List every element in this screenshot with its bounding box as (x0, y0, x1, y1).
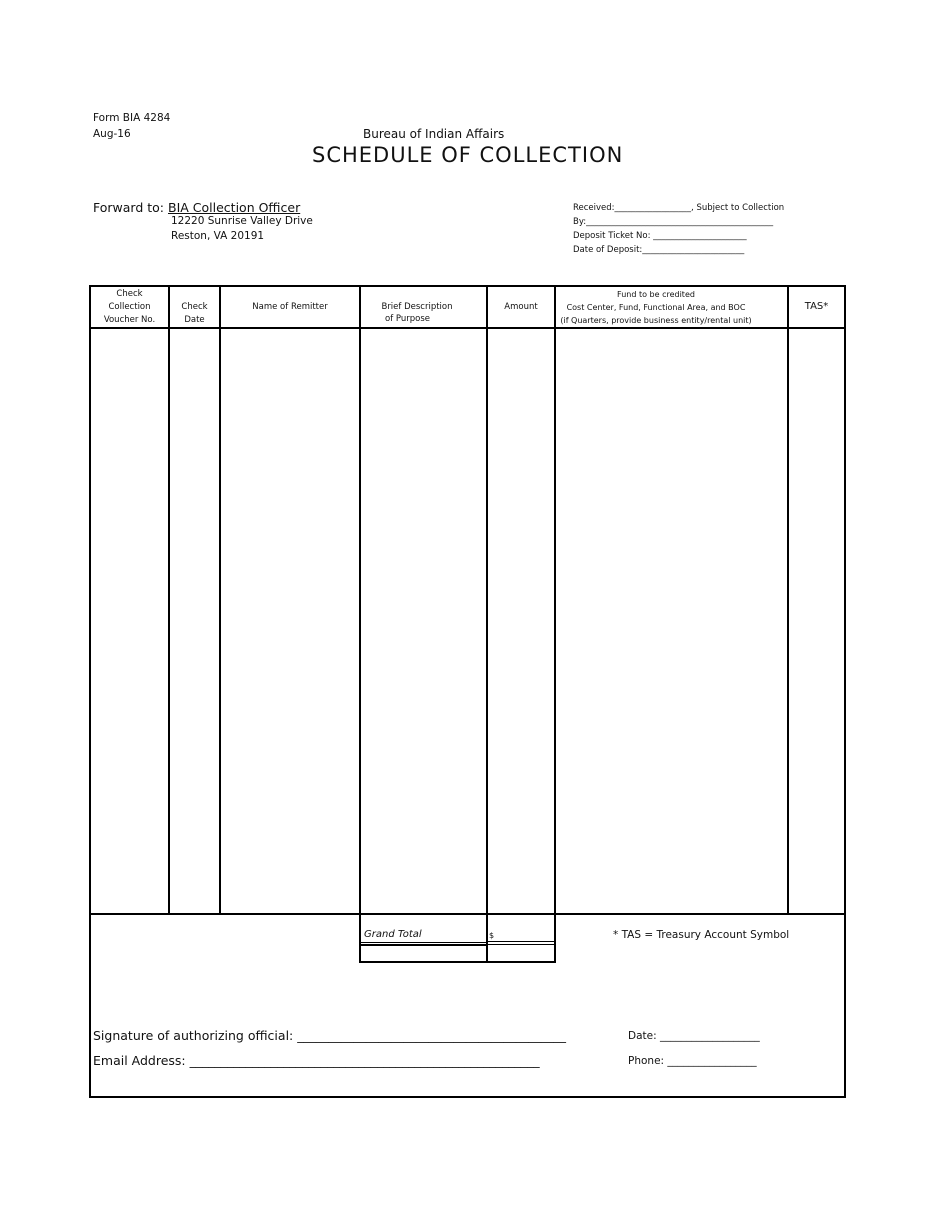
col-header-voucher (91, 288, 168, 327)
col-header-line: Cost Center, Fund, Functional Area, and BOC (566, 303, 746, 312)
form-frame (89, 285, 846, 1098)
signature-field[interactable]: Signature of authorizing official: ___________________________________________ (93, 1028, 566, 1043)
col-header-purpose (361, 301, 473, 325)
amount-underline (488, 941, 554, 942)
tas-footnote: * TAS = Treasury Account Symbol (613, 929, 790, 941)
phone-field[interactable]: Phone: _________________ (628, 1055, 757, 1067)
col-divider-6 (787, 285, 789, 915)
forward-recipient: BIA Collection Officer (168, 200, 301, 215)
col-header-line: Check (181, 302, 208, 312)
col-header-line: of Purpose (385, 314, 431, 324)
col-header-line: Brief Description (381, 302, 453, 312)
amount-double-underline (488, 944, 554, 945)
agency-name: Bureau of Indian Affairs (363, 127, 505, 141)
table-bottom-divider (89, 913, 846, 915)
col-header-amount (488, 301, 554, 314)
grand-total-label: Grand Total (364, 929, 422, 940)
col-divider-1 (168, 285, 170, 915)
col-header-line: Amount (504, 302, 538, 312)
grand-total-underline (361, 942, 487, 943)
form-number: Form BIA 4284 (93, 112, 171, 124)
col-header-check-date (170, 301, 219, 327)
col-header-tas (789, 300, 844, 313)
deposit-ticket-field[interactable]: Deposit Ticket No: ______________________ (573, 231, 747, 241)
total-row-divider (359, 944, 488, 946)
col-header-line: Collection (108, 302, 151, 312)
form-revision: Aug-16 (93, 128, 131, 140)
currency-symbol: $ (489, 931, 495, 940)
total-box-bottom (359, 961, 556, 963)
email-field[interactable]: Email Address: ________________________________________________________ (93, 1053, 540, 1068)
col-header-line: Name of Remitter (252, 302, 328, 312)
address-line1: 12220 Sunrise Valley Drive (171, 215, 313, 227)
date-field[interactable]: Date: ___________________ (628, 1030, 760, 1042)
by-field[interactable]: By:____________________________________________ (573, 217, 774, 227)
col-divider-4 (486, 285, 488, 963)
col-header-line: Fund to be credited (617, 290, 695, 299)
received-field[interactable]: Received:__________________, Subject to Collection (573, 203, 785, 213)
col-header-remitter (221, 301, 359, 314)
page-title: SCHEDULE OF COLLECTION (312, 143, 624, 167)
col-divider-3 (359, 285, 361, 963)
forward-to-label: Forward to: (93, 200, 165, 215)
address-line2: Reston, VA 20191 (171, 230, 265, 242)
date-of-deposit-field[interactable]: Date of Deposit:________________________ (573, 245, 745, 255)
col-header-line: Date (184, 315, 205, 325)
col-header-fund (556, 288, 756, 327)
header-divider (89, 327, 846, 329)
col-divider-5 (554, 285, 556, 963)
col-header-line: (if Quarters, provide business entity/rental unit) (560, 316, 752, 325)
col-header-line: Check (116, 289, 143, 299)
col-header-line: Voucher No. (103, 315, 156, 325)
col-header-line: TAS* (804, 301, 829, 312)
col-divider-2 (219, 285, 221, 915)
